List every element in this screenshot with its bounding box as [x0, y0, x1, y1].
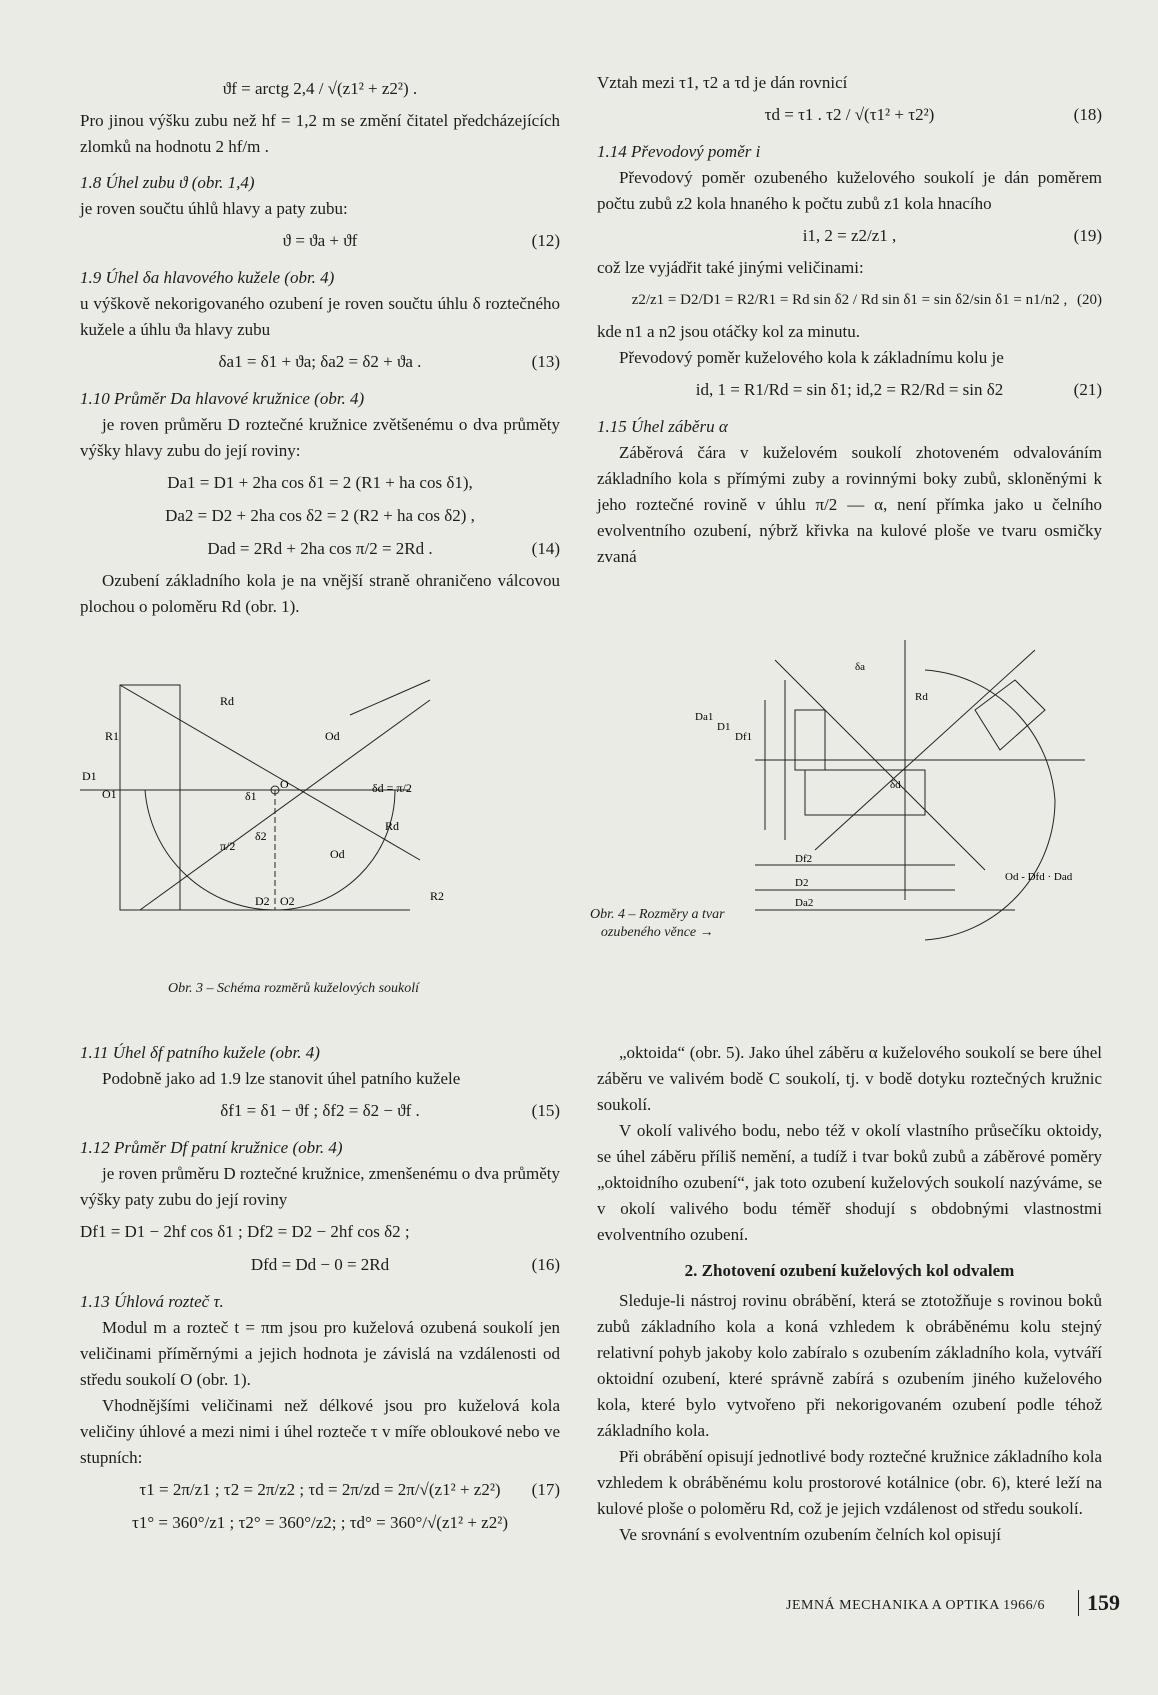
- paragraph: kde n1 a n2 jsou otáčky kol za minutu.: [597, 322, 860, 341]
- equation-14c: Dad = 2Rd + 2ha cos π/2 = 2Rd . (14): [207, 539, 560, 558]
- paragraph: „oktoida“ (obr. 5). Jako úhel záběru α kuželového soukolí se bere úhel záběru ve valivém bodě C soukolí, tj. v bodě dotyku roztečných kružnic soukolí.: [597, 1043, 1102, 1114]
- left-column: [80, 70, 560, 620]
- fig3-label: O2: [280, 894, 295, 908]
- paragraph: Sleduje-li nástroj rovinu obrábění, která se ztotožňuje s rovinou boků zubů základního kola a koná vzhledem k obráběnému kolu stejný relativní pohyb jakoby kolo zabíralo s ozubením základního kola, vytváří oktoidní ozubení, které správně zabírá s ozubením jiného kuželového kola, které bylo vytvořeno při nekorigovaném ozubení podle téhož základního kola.: [597, 1291, 1102, 1440]
- paragraph: Převodový poměr kuželového kola k základnímu kolu je: [619, 348, 1004, 367]
- fig4-label: Od - Dfd · Dad: [1005, 871, 1073, 883]
- paragraph: u výškově nekorigovaného ozubení je roven součtu úhlu δ roztečného kužele a úhlu ϑa hlavy zubu: [80, 294, 560, 339]
- fig3-label: D2: [255, 894, 270, 908]
- fig3-label: D1: [82, 769, 97, 783]
- equation-20: z2/z1 = D2/D1 = R2/R1 = Rd sin δ2 / Rd sin δ1 = sin δ2/sin δ1 = n1/n2 , (20): [631, 292, 1102, 308]
- figure-4-caption: [590, 906, 725, 942]
- paragraph: Při obrábění opisují jednotlivé body roztečné kružnice základního kola vzhledem k obráběnému kolu prostorové kotálnice (obr. 6), které leží na kulové ploše o poloměru Rd, což je jejich vzdálenost od středu soukolí.: [597, 1447, 1102, 1518]
- figure-4-caption-line: ozubeného věnce →: [600, 925, 714, 940]
- fig4-label: D1: [717, 721, 731, 733]
- section-title: 2. Zhotovení ozubení kuželových kol odvalem: [684, 1261, 1015, 1280]
- paragraph: Ozubení základního kola je na vnější straně ohraničeno válcovou plochou o poloměru Rd (obr. 1).: [80, 571, 560, 616]
- section-heading: 1.14 Převodový poměr i: [597, 142, 761, 161]
- equation-13: δa1 = δ1 + ϑa; δa2 = δ2 + ϑa . (13): [218, 352, 560, 371]
- fig4-label: Da1: [695, 711, 714, 723]
- equation-17b: τ1° = 360°/z1 ; τ2° = 360°/z2; ; τd° = 360°/√(z1² + z2²): [131, 1513, 508, 1532]
- right-column: [597, 70, 1102, 570]
- section-heading: 1.9 Úhel δa hlavového kužele (obr. 4): [80, 268, 335, 287]
- paragraph: Převodový poměr ozubeného kuželového soukolí je dán poměrem počtu zubů z2 kola hnaného k počtu zubů z1 kola hnacího: [597, 168, 1102, 213]
- fig4-label: δd: [890, 779, 901, 791]
- fig4-label: Rd: [915, 691, 928, 703]
- right-column-bottom: [597, 1040, 1102, 1548]
- equation-21: id, 1 = R1/Rd = sin δ1; id,2 = R2/Rd = sin δ2 (21): [695, 380, 1102, 399]
- fig3-label: O: [280, 777, 289, 791]
- fig3-label: Rd: [220, 694, 235, 708]
- fig4-label: D2: [795, 877, 809, 889]
- journal-footer: JEMNÁ MECHANIKA A OPTIKA 1966/6: [786, 1598, 1045, 1613]
- paragraph: Pro jinou výšku zubu než hf = 1,2 m se změní čitatel předcházejících zlomků na hodnotu 2 hf/m .: [80, 111, 560, 156]
- equation-14a: Da1 = D1 + 2ha cos δ1 = 2 (R1 + ha cos δ1),: [167, 473, 473, 492]
- fig3-label: O1: [102, 787, 117, 801]
- figure-3-caption: Obr. 3 – Schéma rozměrů kuželových soukolí: [168, 981, 420, 996]
- paragraph: Vhodnějšími veličinami než délkové jsou pro kuželová kola veličiny úhlové a mezi nimi i úhel rozteče τ v míře obloukové nebo ve stupních:: [80, 1396, 560, 1467]
- equation-19: i1, 2 = z2/z1 , (19): [802, 226, 1102, 245]
- fig3-label: R2: [430, 889, 445, 903]
- equation-16b: Dfd = Dd − 0 = 2Rd (16): [250, 1255, 560, 1274]
- equation-16a: Df1 = D1 − 2hf cos δ1 ; Df2 = D2 − 2hf cos δ2 ;: [80, 1222, 410, 1241]
- section-heading: 1.10 Průměr Da hlavové kružnice (obr. 4): [80, 389, 365, 408]
- equation-18: τd = τ1 . τ2 / √(τ1² + τ2²) (18): [764, 105, 1102, 124]
- fig3-label: δ2: [255, 829, 267, 843]
- fig3-label: Od: [325, 729, 340, 743]
- fig4-label: Da2: [795, 897, 814, 909]
- paragraph: Vztah mezi τ1, τ2 a τd je dán rovnicí: [597, 73, 848, 92]
- fig3-label: δd = π/2: [372, 781, 412, 795]
- fig3-label: π/2: [220, 839, 236, 853]
- section-heading: 1.13 Úhlová rozteč τ.: [80, 1292, 224, 1311]
- paragraph: Ve srovnání s evolventním ozubením čelních kol opisují: [619, 1525, 1001, 1544]
- paragraph: což lze vyjádřit také jinými veličinami:: [597, 258, 864, 277]
- fig4-label: δa: [855, 661, 866, 673]
- paragraph: je roven průměru D roztečné kružnice zvětšenému o dva průměty výšky hlavy zubu do její roviny:: [80, 415, 560, 460]
- fig4-label: Df2: [795, 853, 813, 865]
- figure-4-gear-rim-dimensions: [695, 640, 1130, 930]
- section-heading: 1.8 Úhel zubu ϑ (obr. 1,4): [80, 173, 255, 192]
- fig3-label: δ1: [245, 789, 257, 803]
- paragraph: je roven průměru D roztečné kružnice, zmenšenému o dva průměty výšky paty zubu do její roviny: [80, 1164, 560, 1209]
- equation-theta-f: ϑf = arctg 2,4 / √(z1² + z2²) .: [222, 79, 418, 98]
- equation-12: ϑ = ϑa + ϑf (12): [282, 231, 560, 250]
- paragraph: je roven součtu úhlů hlavy a paty zubu:: [80, 199, 348, 218]
- left-column-bottom: [80, 1030, 560, 1542]
- section-heading: 1.15 Úhel záběru α: [597, 417, 728, 436]
- paragraph: Podobně jako ad 1.9 lze stanovit úhel patního kužele: [102, 1069, 461, 1088]
- paragraph: Modul m a rozteč t = πm jsou pro kuželová ozubená soukolí jen veličinami příměrnými a jejich hodnota je závislá na vzdálenosti od středu soukolí O (obr. 1).: [80, 1318, 560, 1389]
- fig3-label: Rd: [385, 819, 400, 833]
- equation-17a: τ1 = 2π/z1 ; τ2 = 2π/z2 ; τd = 2π/zd = 2π/√(z1² + z2²) (17): [139, 1480, 560, 1499]
- fig3-label: Od: [330, 847, 345, 861]
- equation-14b: Da2 = D2 + 2ha cos δ2 = 2 (R2 + ha cos δ2) ,: [165, 506, 475, 525]
- equation-15: δf1 = δ1 − ϑf ; δf2 = δ2 − ϑf . (15): [220, 1101, 560, 1120]
- figure-3-bevel-gear-schema: [80, 680, 580, 920]
- fig4-label: Df1: [735, 731, 753, 743]
- figure-4-caption-line: Obr. 4 – Rozměry a tvar: [590, 907, 725, 922]
- page-number: 159: [1078, 1590, 1120, 1616]
- paragraph: V okolí valivého bodu, nebo též v okolí vlastního průsečíku oktoidy, se úhel záběru příliš nemění, a tudíž i tvar boků zubů a záběrové poměry „oktoidního ozubení“, jak toto ozubení kuželových soukolí nazýváme, se v okolí valivého bodu téměř shodují s obdobnými vlastnostmi evolventního ozubení.: [597, 1121, 1102, 1244]
- section-heading: 1.12 Průměr Df patní kružnice (obr. 4): [80, 1138, 343, 1157]
- paragraph: Záběrová čára v kuželovém soukolí zhotoveném odvalováním základního kola s přímými zuby a rovinnými boky zubů, skloněnými k jeho roztečné rovině v úhlu π/2 — α, není přímka jako u čelního evolventního ozubení, nýbrž křivka na kulové ploše ve tvaru osmičky zvaná: [597, 443, 1102, 566]
- fig3-label: R1: [105, 729, 120, 743]
- section-heading: 1.11 Úhel δf patního kužele (obr. 4): [80, 1043, 320, 1062]
